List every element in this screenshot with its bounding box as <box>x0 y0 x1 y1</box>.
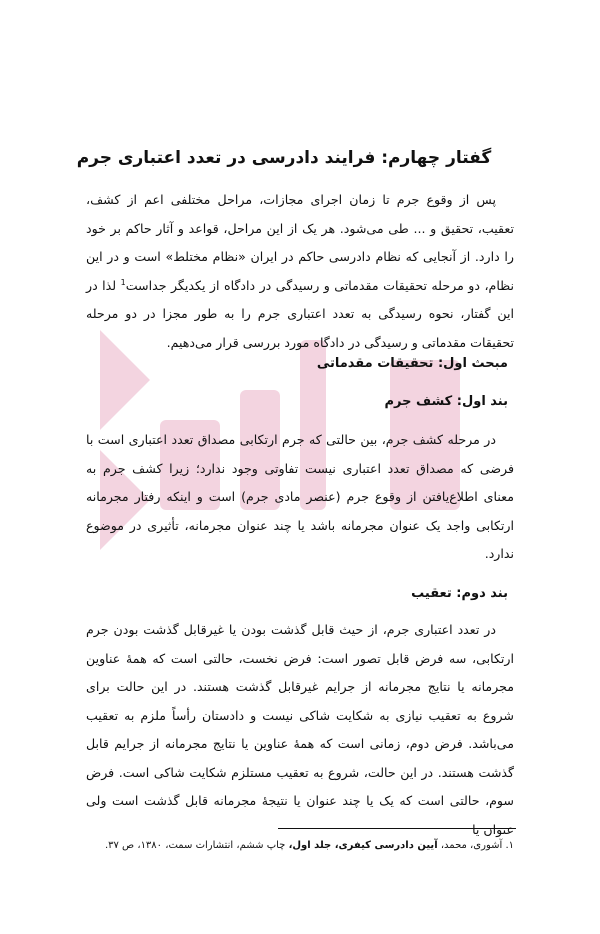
footnote-title: آیین دادرسی کیفری، جلد اول، <box>288 840 438 851</box>
section-heading: مبحث اول: تحقیقات مقدماتی <box>316 356 508 371</box>
clause-2-heading: بند دوم: تعقیب <box>411 586 508 601</box>
intro-text: پس از وقوع جرم تا زمان اجرای مجازات، مراحل مختلفی اعم از کشف، تعقیب، تحقیق و ... طی می‌شود. هر یک از این مراحل، قواعد و آثار حاکم بر خود را دارد. از آنجایی که نظام دادرسی حاکم در ایران «نظام مختلط» است و در این نظام، دو مرحله تحقیقات مقدماتی و رسیدگی در دادگاه از یکدیگر جداست <box>86 192 514 293</box>
footnote <box>84 838 514 854</box>
footnote-separator <box>278 828 516 829</box>
clause-2-paragraph <box>86 616 514 844</box>
clause-1-heading: بند اول: کشف جرم <box>384 394 508 409</box>
footnote-suffix: چاپ ششم، انتشارات سمت، ۱۳۸۰، ص ۳۷. <box>104 840 286 851</box>
footnote-marker: 1 <box>120 277 126 287</box>
clause-1-paragraph <box>86 426 514 569</box>
chapter-heading: گفتار چهارم: فرایند دادرسی در تعدد اعتباری جرم <box>76 148 492 168</box>
clause-2-text: در تعدد اعتباری جرم، از حیث قابل گذشت بودن یا غیرقابل گذشت بودن جرم ارتکابی، سه فرض قابل تصور است: فرض نخست، حالتی است که همهٔ عناوین مجرمانه یا نتایج مجرمانه از جرایم غیرقابل گذشت هستند. در این حالت برای شروع به تعقیب نیازی به شکایت شاکی نیست و دادستان رأساً ملزم به تعقیب می‌باشد. فرض دوم، زمانی است که همهٔ عناوین یا نتایج مجرمانه از جرایم قابل گذشت هستند. در این حالت، شروع به تعقیب مستلزم شکایت شاکی است. فرض سوم، حالتی است که یک یا چند عنوان یا نتیجهٔ مجرمانه قابل گذشت است ولی عنوان یا <box>86 622 514 837</box>
intro-text-end: لذا در این گفتار، نحوه رسیدگی به تعدد اعتباری جرم را به طور مجزا در دو مرحله تحقیقات مقدماتی و رسیدگی در دادگاه مورد بررسی قرار می‌دهیم. <box>86 277 514 350</box>
intro-paragraph <box>86 186 514 357</box>
footnote-prefix: ۱. آشوری، محمد، <box>440 840 514 851</box>
clause-1-text: در مرحله کشف جرم، بین حالتی که جرم ارتکابی مصداق تعدد اعتباری است با فرضی که مصداق تعدد اعتباری نیست تفاوتی وجود ندارد؛ زیرا کشف جرم به معنای اطلاع‌یافتن از وقوع جرم (عنصر مادی جرم) است و اینکه رفتار مجرمانه ارتکابی واجد یک عنوان مجرمانه باشد یا چند عنوان مجرمانه، تأثیری در موضوع ندارد. <box>86 432 514 561</box>
